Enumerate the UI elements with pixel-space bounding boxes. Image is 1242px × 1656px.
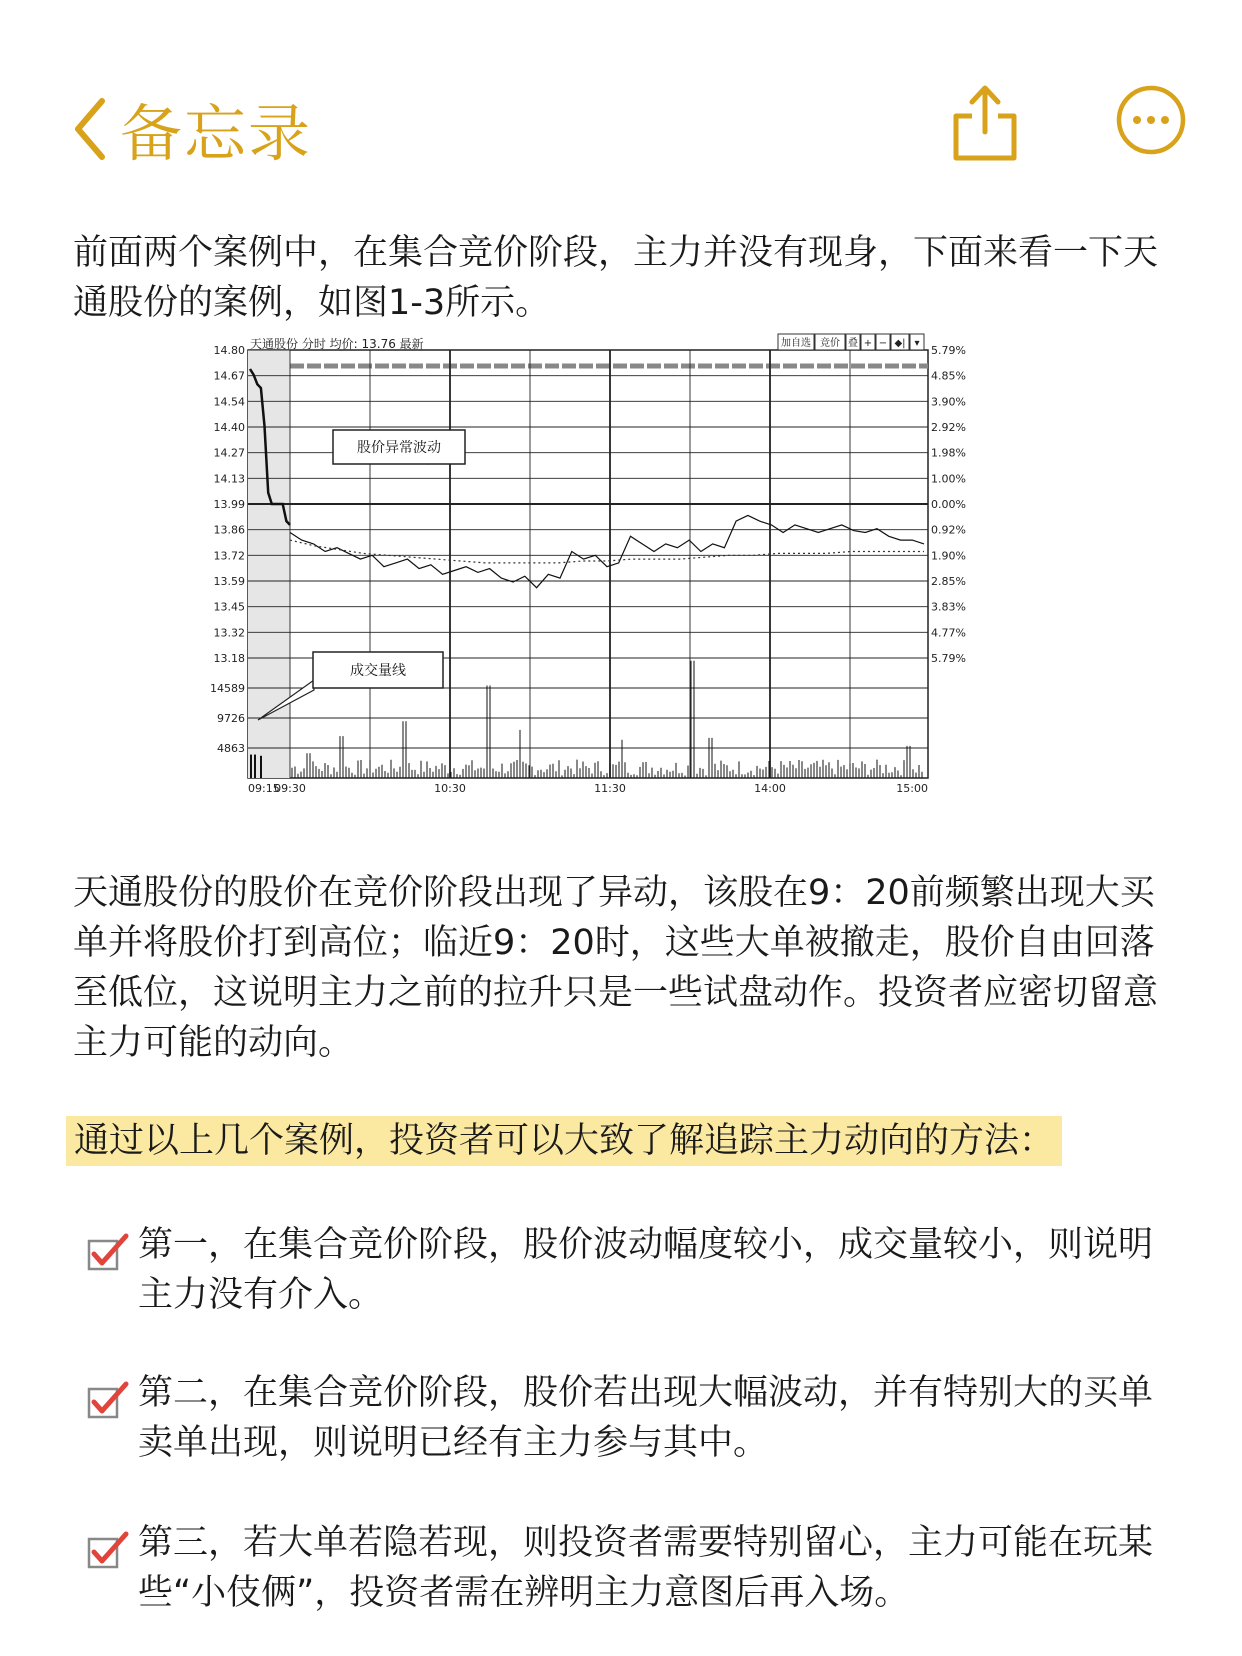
pct-tick-label: 3.83% xyxy=(931,600,966,614)
checkbox-checked-icon xyxy=(86,1232,130,1272)
checklist-text: 第一，在集合竞价阶段，股价波动幅度较小，成交量较小，则说明主力没有介入。 xyxy=(138,1225,1154,1315)
chart-svg xyxy=(210,337,1038,842)
price-tick-label: 14.13 xyxy=(213,472,245,486)
nav-bar xyxy=(0,0,1242,200)
price-tick-label: 13.86 xyxy=(213,523,245,537)
pct-tick-label: 2.85% xyxy=(931,575,966,588)
volume-bar xyxy=(260,756,262,778)
price-tick-label: 13.59 xyxy=(213,575,245,588)
price-tick-label: 14.40 xyxy=(213,421,245,434)
checkbox-checked-icon xyxy=(86,1530,130,1570)
price-tick-label: 13.72 xyxy=(213,549,245,563)
toolbar-label: 竞价 xyxy=(820,338,840,349)
checklist-text: 第三，若大单若隐若现，则投资者需要特别留心，主力可能在玩某些“小伎俩”，投资者需在辨明主力意图后再入场。 xyxy=(138,1523,1154,1613)
pct-tick-label: 0.92% xyxy=(931,523,966,537)
toolbar-label: + xyxy=(863,338,873,349)
chart-frame xyxy=(248,350,928,778)
pct-tick-label: 3.90% xyxy=(931,395,966,409)
price-tick-label: 14.54 xyxy=(213,395,245,409)
body-paragraph: 天通股份的股价在竞价阶段出现了异动，该股在9：20前频繁出现大买单并将股价打到高位；临近9：20时，这些大单被撤走，股价自由回落至低位，这说明主力之前的拉升只是一些试盘动作。投资者应密切留意主力可能的动向。 xyxy=(73,873,1159,1063)
time-tick-label: 09:15 xyxy=(248,782,280,795)
pct-tick-label: 4.77% xyxy=(931,626,966,640)
price-tick-label: 14.80 xyxy=(213,344,245,357)
highlight-sentence: 通过以上几个案例，投资者可以大致了解追踪主力动向的方法： xyxy=(66,1116,1062,1166)
toolbar-label: ◆| xyxy=(894,338,906,349)
pct-tick-label: 5.79% xyxy=(931,652,966,665)
chart-title: 天通股份 分时 均价: 13.76 最新 xyxy=(250,337,424,351)
pct-tick-label: 2.92% xyxy=(931,421,966,434)
more-icon[interactable] xyxy=(1115,84,1187,156)
checkbox-checked-icon xyxy=(86,1380,130,1420)
price-tick-label: 13.18 xyxy=(213,652,245,665)
intraday-chart xyxy=(210,337,1038,842)
toolbar-label: ▾ xyxy=(914,338,920,349)
volume-bar xyxy=(250,755,252,778)
time-tick-label: 14:00 xyxy=(754,782,786,795)
toolbar-label: 叠 xyxy=(848,338,858,349)
annotation-label: 成交量线 xyxy=(350,663,406,679)
pct-tick-label: 1.00% xyxy=(931,472,966,486)
checklist-text: 第二，在集合竞价阶段，股价若出现大幅波动，并有特别大的买单卖单出现，则说明已经有主力参与其中。 xyxy=(138,1373,1154,1463)
price-tick-label: 13.99 xyxy=(213,498,245,511)
volume-tick-label: 4863 xyxy=(217,742,245,755)
back-button[interactable] xyxy=(72,84,312,173)
time-tick-label: 10:30 xyxy=(434,782,466,795)
chevron-left-icon xyxy=(72,97,108,161)
pct-tick-label: 0.00% xyxy=(931,498,966,511)
price-tick-label: 14.67 xyxy=(213,369,245,383)
volume-tick-label: 14589 xyxy=(210,682,245,695)
time-tick-label: 09:30 xyxy=(274,782,306,795)
pct-tick-label: 5.79% xyxy=(931,344,966,357)
time-tick-label: 15:00 xyxy=(896,782,928,795)
toolbar-label: 加自选 xyxy=(781,338,811,349)
pct-tick-label: 1.98% xyxy=(931,446,966,460)
price-tick-label: 13.45 xyxy=(213,600,245,614)
pct-tick-label: 4.85% xyxy=(931,369,966,383)
toolbar-label: − xyxy=(878,338,888,349)
pct-tick-label: 1.90% xyxy=(931,549,966,563)
annotation-label: 股价异常波动 xyxy=(357,440,441,456)
volume-tick-label: 9726 xyxy=(217,712,245,725)
share-icon[interactable] xyxy=(950,82,1020,162)
back-label: 备忘录 xyxy=(120,97,313,170)
price-tick-label: 13.32 xyxy=(213,626,245,640)
time-tick-label: 11:30 xyxy=(594,782,626,795)
intro-paragraph: 前面两个案例中，在集合竞价阶段，主力并没有现身，下面来看一下天通股份的案例，如图1-3所示。 xyxy=(73,233,1159,323)
price-tick-label: 14.27 xyxy=(213,446,245,460)
volume-bar xyxy=(254,755,256,778)
